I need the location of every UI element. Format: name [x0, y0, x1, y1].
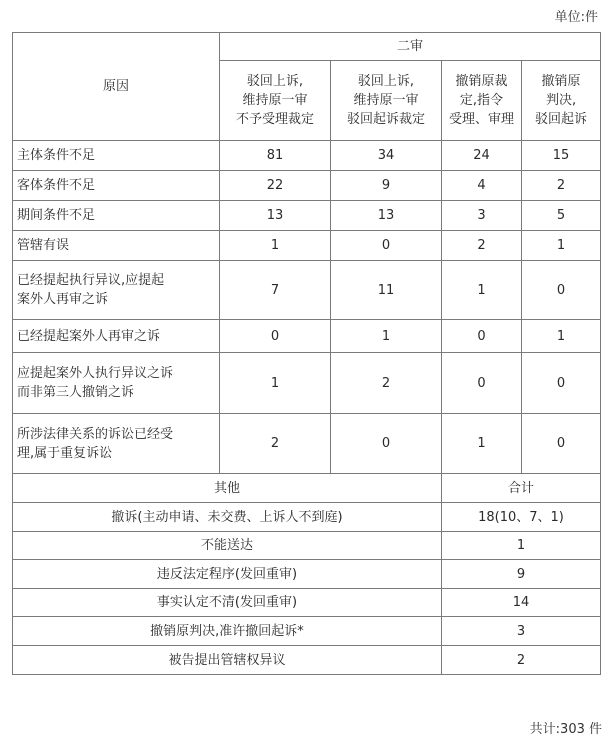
header-col-1-line: 驳回上诉, [246, 74, 304, 89]
other-header-row [13, 474, 601, 503]
table-row [13, 353, 601, 414]
row-reason [13, 201, 220, 231]
row-value: 1 [220, 353, 331, 414]
row-value: 1 [522, 231, 601, 261]
other-row-label: 被告提出管辖权异议 [13, 646, 442, 675]
row-value: 0 [220, 320, 331, 353]
row-value: 11 [331, 261, 442, 320]
other-row-value: 9 [442, 560, 601, 589]
header-col-4-line: 判决, [545, 93, 577, 108]
other-row-label: 不能送达 [13, 532, 442, 560]
row-reason [13, 320, 220, 353]
other-row [13, 617, 601, 646]
other-row-label: 撤诉(主动申请、未交费、上诉人不到庭) [13, 503, 442, 532]
header-col-2 [331, 61, 442, 141]
header-col-2-line: 驳回上诉, [357, 74, 415, 89]
row-reason-line: 管辖有误 [17, 238, 70, 253]
row-reason-line: 已经提起执行异议,应提起 [17, 273, 165, 288]
total-label: 共计:303 件 [529, 722, 602, 737]
row-value: 2 [442, 231, 522, 261]
row-reason [13, 261, 220, 320]
other-row-value: 18(10、7、1) [442, 503, 601, 532]
row-reason [13, 414, 220, 474]
row-value: 0 [331, 414, 442, 474]
row-reason-line: 案外人再审之诉 [17, 292, 109, 307]
row-reason [13, 353, 220, 414]
row-value: 0 [522, 261, 601, 320]
table-row [13, 320, 601, 353]
row-reason [13, 141, 220, 171]
row-reason-line: 已经提起案外人再审之诉 [17, 328, 161, 344]
table-row [13, 201, 601, 231]
table-row [13, 141, 601, 171]
other-row-label: 撤销原判决,准许撤回起诉* [13, 617, 442, 646]
row-value: 1 [331, 320, 442, 353]
row-reason-line: 期间条件不足 [17, 208, 96, 223]
row-value: 1 [220, 231, 331, 261]
row-value: 3 [442, 201, 522, 231]
row-reason-line: 而非第三人撤销之诉 [17, 385, 135, 400]
other-row-label: 事实认定不清(发回重审) [13, 589, 442, 617]
row-value: 2 [331, 353, 442, 414]
other-row [13, 532, 601, 560]
other-header-label: 其他 [13, 474, 442, 503]
other-header-sum: 合计 [442, 474, 601, 503]
row-value: 81 [220, 141, 331, 171]
row-value: 1 [442, 414, 522, 474]
other-row [13, 503, 601, 532]
table-row [13, 231, 601, 261]
table-row [13, 414, 601, 474]
row-reason [13, 231, 220, 261]
row-value: 24 [442, 141, 522, 171]
row-value: 22 [220, 171, 331, 201]
row-value: 9 [331, 171, 442, 201]
header-col-2-line: 维持原一审 [353, 93, 419, 108]
row-reason-line: 主体条件不足 [17, 148, 96, 163]
other-row [13, 589, 601, 617]
row-value: 1 [522, 320, 601, 353]
row-reason-line: 应提起案外人执行异议之诉 [17, 366, 174, 381]
row-value: 13 [220, 201, 331, 231]
header-col-3-line: 受理、审理 [448, 112, 514, 127]
header-col-3 [442, 61, 522, 141]
other-row [13, 560, 601, 589]
row-value: 0 [522, 414, 601, 474]
row-value: 7 [220, 261, 331, 320]
table-row [13, 171, 601, 201]
other-row-value: 1 [442, 532, 601, 560]
header-col-3-line: 定,指令 [459, 93, 504, 108]
header-col-1 [220, 61, 331, 141]
row-value: 5 [522, 201, 601, 231]
other-row-value: 14 [442, 589, 601, 617]
other-row-value: 3 [442, 617, 601, 646]
row-value: 15 [522, 141, 601, 171]
header-col-4-line: 撤销原 [541, 74, 581, 89]
row-value: 0 [522, 353, 601, 414]
other-row-label: 违反法定程序(发回重审) [13, 560, 442, 589]
row-reason-line: 客体条件不足 [17, 178, 96, 193]
header-col-1-line: 维持原一审 [242, 93, 308, 108]
row-reason [13, 171, 220, 201]
table-row [13, 261, 601, 320]
statistics-table [12, 32, 601, 675]
header-reason: 原因 [13, 33, 220, 141]
row-reason-line: 所涉法律关系的诉讼已经受 [17, 426, 174, 442]
header-col-1-line: 不予受理裁定 [235, 112, 314, 127]
row-value: 34 [331, 141, 442, 171]
row-value: 0 [331, 231, 442, 261]
row-value: 4 [442, 171, 522, 201]
header-col-2-line: 驳回起诉裁定 [346, 112, 425, 127]
row-value: 2 [522, 171, 601, 201]
unit-label: 单位:件 [554, 10, 598, 25]
header-second-instance: 二审 [220, 33, 601, 61]
other-row-value: 2 [442, 646, 601, 675]
header-col-4 [522, 61, 601, 141]
row-value: 0 [442, 320, 522, 353]
header-col-3-line: 撤销原裁 [455, 74, 508, 89]
row-value: 0 [442, 353, 522, 414]
row-value: 13 [331, 201, 442, 231]
row-value: 1 [442, 261, 522, 320]
header-col-4-line: 驳回起诉 [535, 112, 588, 127]
row-value: 2 [220, 414, 331, 474]
row-reason-line: 理,属于重复诉讼 [17, 445, 113, 461]
other-row [13, 646, 601, 675]
